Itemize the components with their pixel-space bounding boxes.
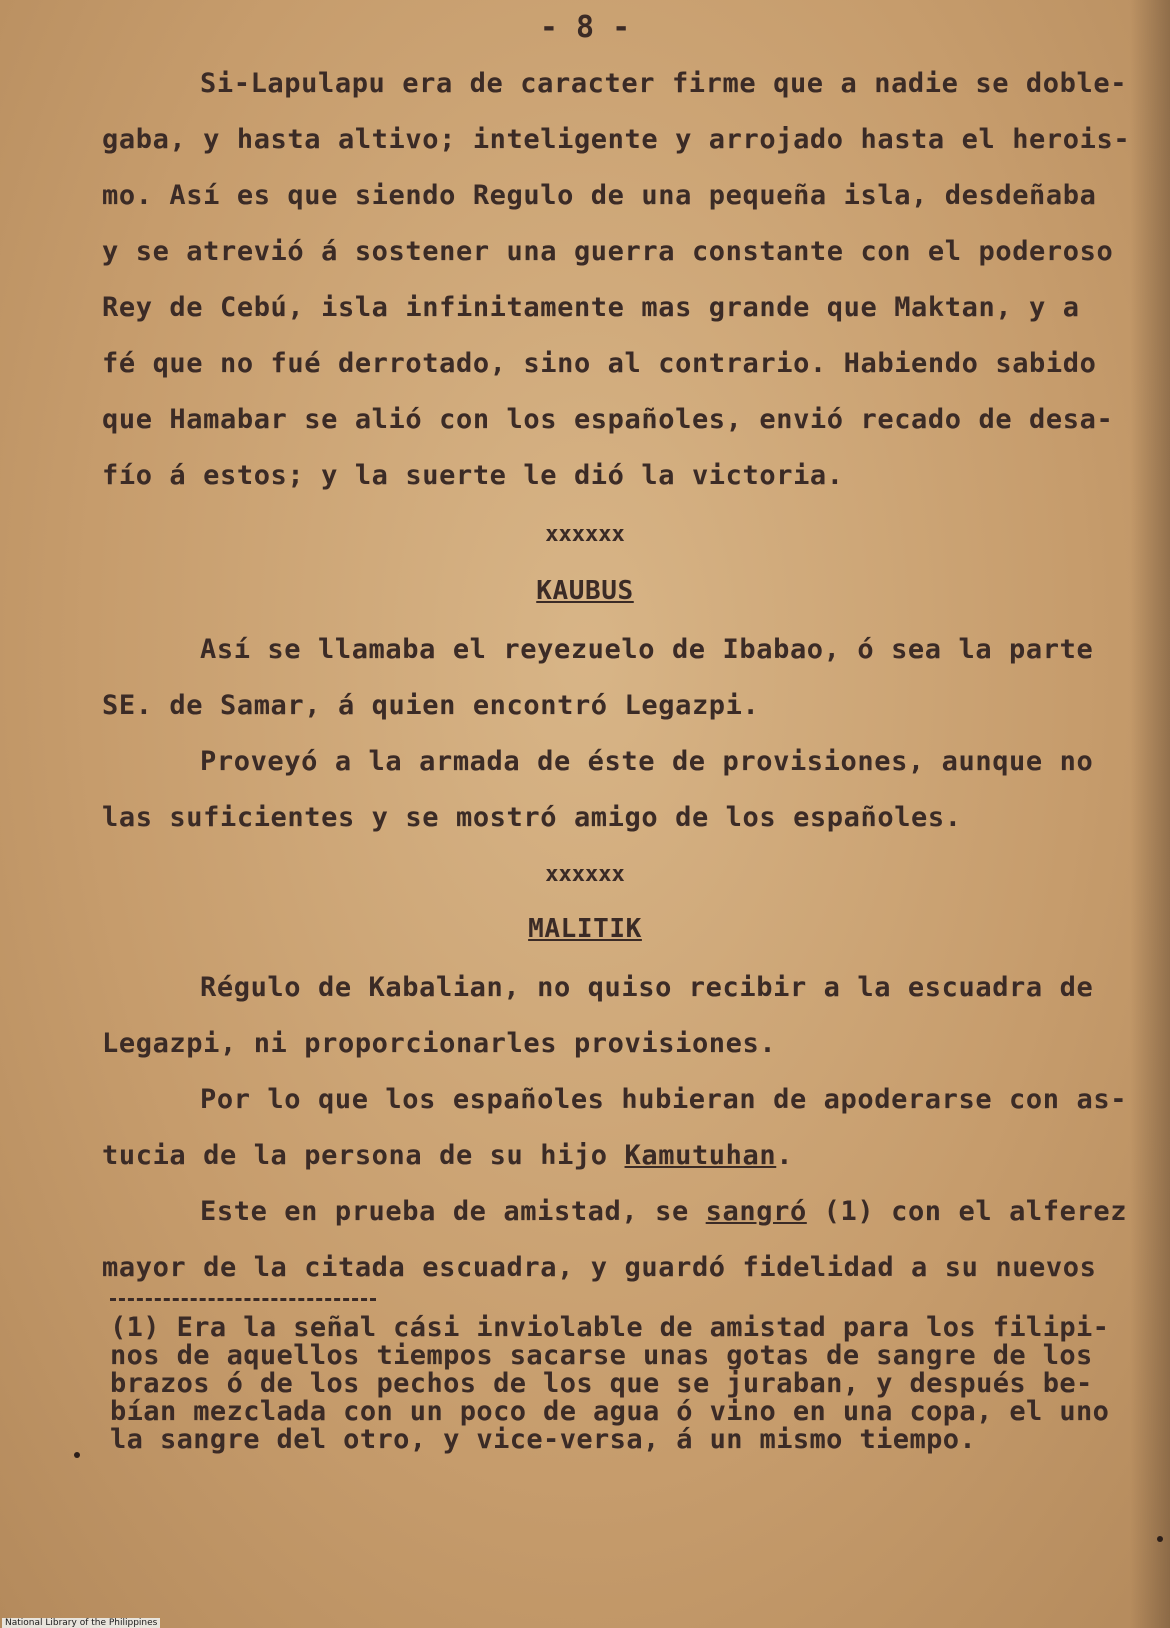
paragraph-6-line	[200, 1196, 1127, 1227]
paragraph-5-line	[102, 1140, 793, 1171]
paragraph-1-line: Rey de Cebú, isla infinitamente mas grande que Maktan, y a	[102, 292, 1080, 323]
footnote-line: bían mezclada con un poco de agua ó vino en una copa, el uno	[110, 1396, 1110, 1427]
paragraph-4-line: Régulo de Kabalian, no quiso recibir a la escuadra de	[200, 972, 1094, 1003]
paragraph-6-line: mayor de la citada escuadra, y guardó fidelidad a su nuevos	[102, 1252, 1097, 1283]
paragraph-1-line: fío á estos; y la suerte le dió la victoria.	[102, 460, 844, 491]
text-segment: .	[776, 1140, 794, 1171]
paragraph-1-line: mo. Así es que siendo Regulo de una pequeña isla, desdeñaba	[102, 180, 1097, 211]
underlined-word: sangró	[705, 1196, 807, 1227]
paragraph-5-line: Por lo que los españoles hubieran de apoderarse con as-	[200, 1084, 1128, 1115]
paragraph-1-line: y se atrevió á sostener una guerra constante con el poderoso	[102, 236, 1114, 267]
page-number: - 8 -	[539, 10, 631, 45]
library-credit: National Library of the Philippines	[2, 1618, 160, 1628]
page-edge-shadow	[1130, 0, 1170, 1628]
underlined-name: Kamutuhan	[624, 1140, 777, 1171]
text-segment: (1) con el alferez	[806, 1196, 1128, 1227]
paragraph-1-line: que Hamabar se alió con los españoles, envió recado de desa-	[102, 404, 1114, 435]
section-heading: MALITIK	[528, 914, 642, 944]
footnote-rule	[110, 1298, 376, 1301]
section-separator: xxxxxx	[545, 862, 625, 887]
paragraph-1-line: Si-Lapulapu era de caracter firme que a nadie se doble-	[200, 68, 1128, 99]
text-segment: tucia de la persona de su hijo	[102, 1140, 625, 1171]
footnote-line: nos de aquellos tiempos sacarse unas gotas de sangre de los	[110, 1340, 1093, 1371]
section-heading: KAUBUS	[536, 576, 634, 606]
ink-speck	[1157, 1536, 1163, 1542]
paragraph-1-line: fé que no fué derrotado, sino al contrario. Habiendo sabido	[102, 348, 1097, 379]
paragraph-4-line: Legazpi, ni proporcionarles provisiones.	[102, 1028, 777, 1059]
section-separator: xxxxxx	[545, 522, 625, 547]
paragraph-1-line: gaba, y hasta altivo; inteligente y arrojado hasta el herois-	[102, 124, 1131, 155]
footnote-line: la sangre del otro, y vice-versa, á un mismo tiempo.	[110, 1424, 977, 1455]
paragraph-3-line: Proveyó a la armada de éste de provisiones, aunque no	[200, 746, 1094, 777]
footnote-line: brazos ó de los pechos de los que se juraban, y después be-	[110, 1368, 1093, 1399]
text-segment: Este en prueba de amistad, se	[200, 1196, 706, 1227]
paragraph-2-line: SE. de Samar, á quien encontró Legazpi.	[102, 690, 760, 721]
footnote-line: (1) Era la señal cási inviolable de amistad para los filipi-	[110, 1312, 1110, 1343]
paragraph-2-line: Así se llamaba el reyezuelo de Ibabao, ó sea la parte	[200, 634, 1094, 665]
paragraph-3-line: las suficientes y se mostró amigo de los españoles.	[102, 802, 962, 833]
ink-speck	[74, 1452, 80, 1458]
